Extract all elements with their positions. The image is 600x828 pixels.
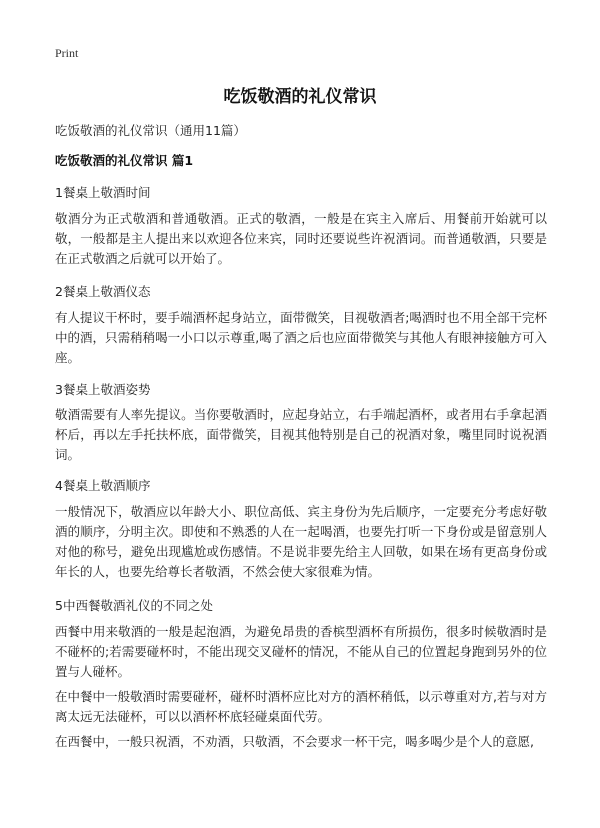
section-heading-manner: 2餐桌上敬酒仪态 [55, 284, 151, 299]
section-paragraph-toast: 在西餐中，一般只祝酒，不劝酒，只敬酒，不会要求一杯干完，喝多喝少是个人的意愿, [55, 734, 534, 749]
section-heading-order: 4餐桌上敬酒顺序 [55, 478, 151, 493]
section-paragraph-time: 敬酒分为正式敬酒和普通敬酒。正式的敬酒，一般是在宾主入席后、用餐前开始就可以敬，一般都是主人提出来以欢迎各位来宾，同时还要说些许祝酒词。而普通敬酒，只要是在正式敬酒之后就可以开始了。 [55, 211, 547, 266]
print-link[interactable]: Print [55, 46, 79, 60]
article-heading: 吃饭敬酒的礼仪常识 篇1 [55, 153, 194, 168]
page-title: 吃饭敬酒的礼仪常识 [223, 87, 377, 107]
section-heading-posture: 3餐桌上敬酒姿势 [55, 382, 151, 397]
section-paragraph-order: 一般情况下，敬酒应以年龄大小、职位高低、宾主身份为先后顺序，一定要充分考虑好敬酒的顺序，分明主次。即使和不熟悉的人在一起喝酒，也要先打听一下身份或是留意别人对他的称号，避免出现尴尬或伤感情。不是说非要先给主人回敬，如果在场有更高身份或年长的人，也要先给尊长者敬酒，不然会使大家很难为情。 [55, 504, 547, 579]
section-paragraph-western: 西餐中用来敬酒的一般是起泡酒，为避免昂贵的香槟型酒杯有所损伤，很多时候敬酒时是不碰杯的;若需要碰杯时，不能出现交叉碰杯的情况，不能从自己的位置起身跑到另外的位置与人碰杯。 [55, 624, 547, 679]
section-heading-time: 1餐桌上敬酒时间 [55, 185, 151, 200]
document-subtitle: 吃饭敬酒的礼仪常识（通用11篇） [55, 123, 246, 138]
section-paragraph-posture: 敬酒需要有人率先提议。当你要敬酒时，应起身站立，右手端起酒杯，或者用右手拿起酒杯后，再以左手托扶杯底，面带微笑，目视其他特别是自己的祝酒对象，嘴里同时说祝酒词。 [55, 407, 547, 462]
section-heading-differences: 5中西餐敬酒礼仪的不同之处 [55, 598, 213, 613]
section-paragraph-manner: 有人提议干杯时，要手端酒杯起身站立，面带微笑，目视敬酒者;喝酒时也不用全部干完杯中的酒，只需稍稍喝一小口以示尊重,喝了酒之后也应面带微笑与其他人有眼神接触方可入座。 [55, 310, 547, 365]
section-paragraph-chinese: 在中餐中一般敬酒时需要碰杯，碰杯时酒杯应比对方的酒杯稍低，以示尊重对方,若与对方离太远无法碰杯，可以以酒杯杯底轻碰桌面代劳。 [55, 689, 547, 724]
